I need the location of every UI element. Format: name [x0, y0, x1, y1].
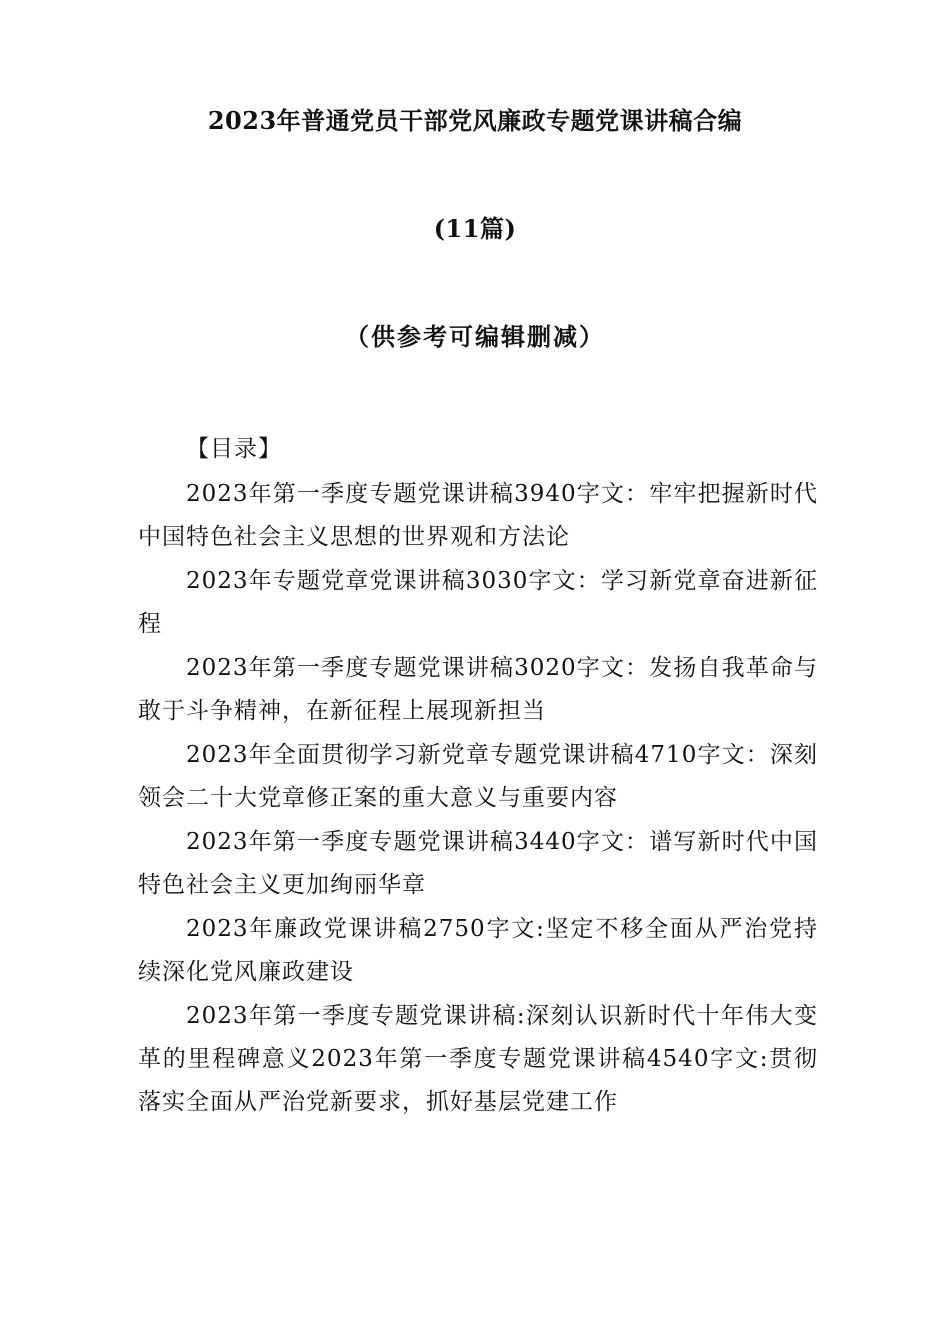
- toc-item: 2023年第一季度专题党课讲稿:深刻认识新时代十年伟大变革的里程碑意义2023年第一季度专题党课讲稿4540字文:贯彻落实全面从严治党新要求，抓好基层党建工作: [138, 1003, 818, 1115]
- toc-heading: 【目录】: [186, 436, 282, 462]
- document-note: （供参考可编辑删减）: [345, 322, 605, 351]
- toc-item: 2023年第一季度专题党课讲稿3020字文：发扬自我革命与敢于斗争精神，在新征程上展现新担当: [138, 655, 818, 724]
- toc-item: 2023年廉政党课讲稿2750字文:坚定不移全面从严治党持续深化党风廉政建设: [138, 916, 818, 985]
- toc-item: 2023年专题党章党课讲稿3030字文：学习新党章奋进新征程: [138, 568, 818, 637]
- table-of-contents: [138, 428, 818, 1125]
- document-title: 2023年普通党员干部党风廉政专题党课讲稿合编: [207, 106, 743, 135]
- toc-item: 2023年第一季度专题党课讲稿3940字文：牢牢把握新时代中国特色社会主义思想的世界观和方法论: [138, 481, 818, 550]
- document-count: (11篇): [433, 214, 517, 243]
- toc-item: 2023年第一季度专题党课讲稿3440字文：谱写新时代中国特色社会主义更加绚丽华章: [138, 829, 818, 898]
- toc-item: 2023年全面贯彻学习新党章专题党课讲稿4710字文：深刻领会二十大党章修正案的重大意义与重要内容: [138, 742, 818, 811]
